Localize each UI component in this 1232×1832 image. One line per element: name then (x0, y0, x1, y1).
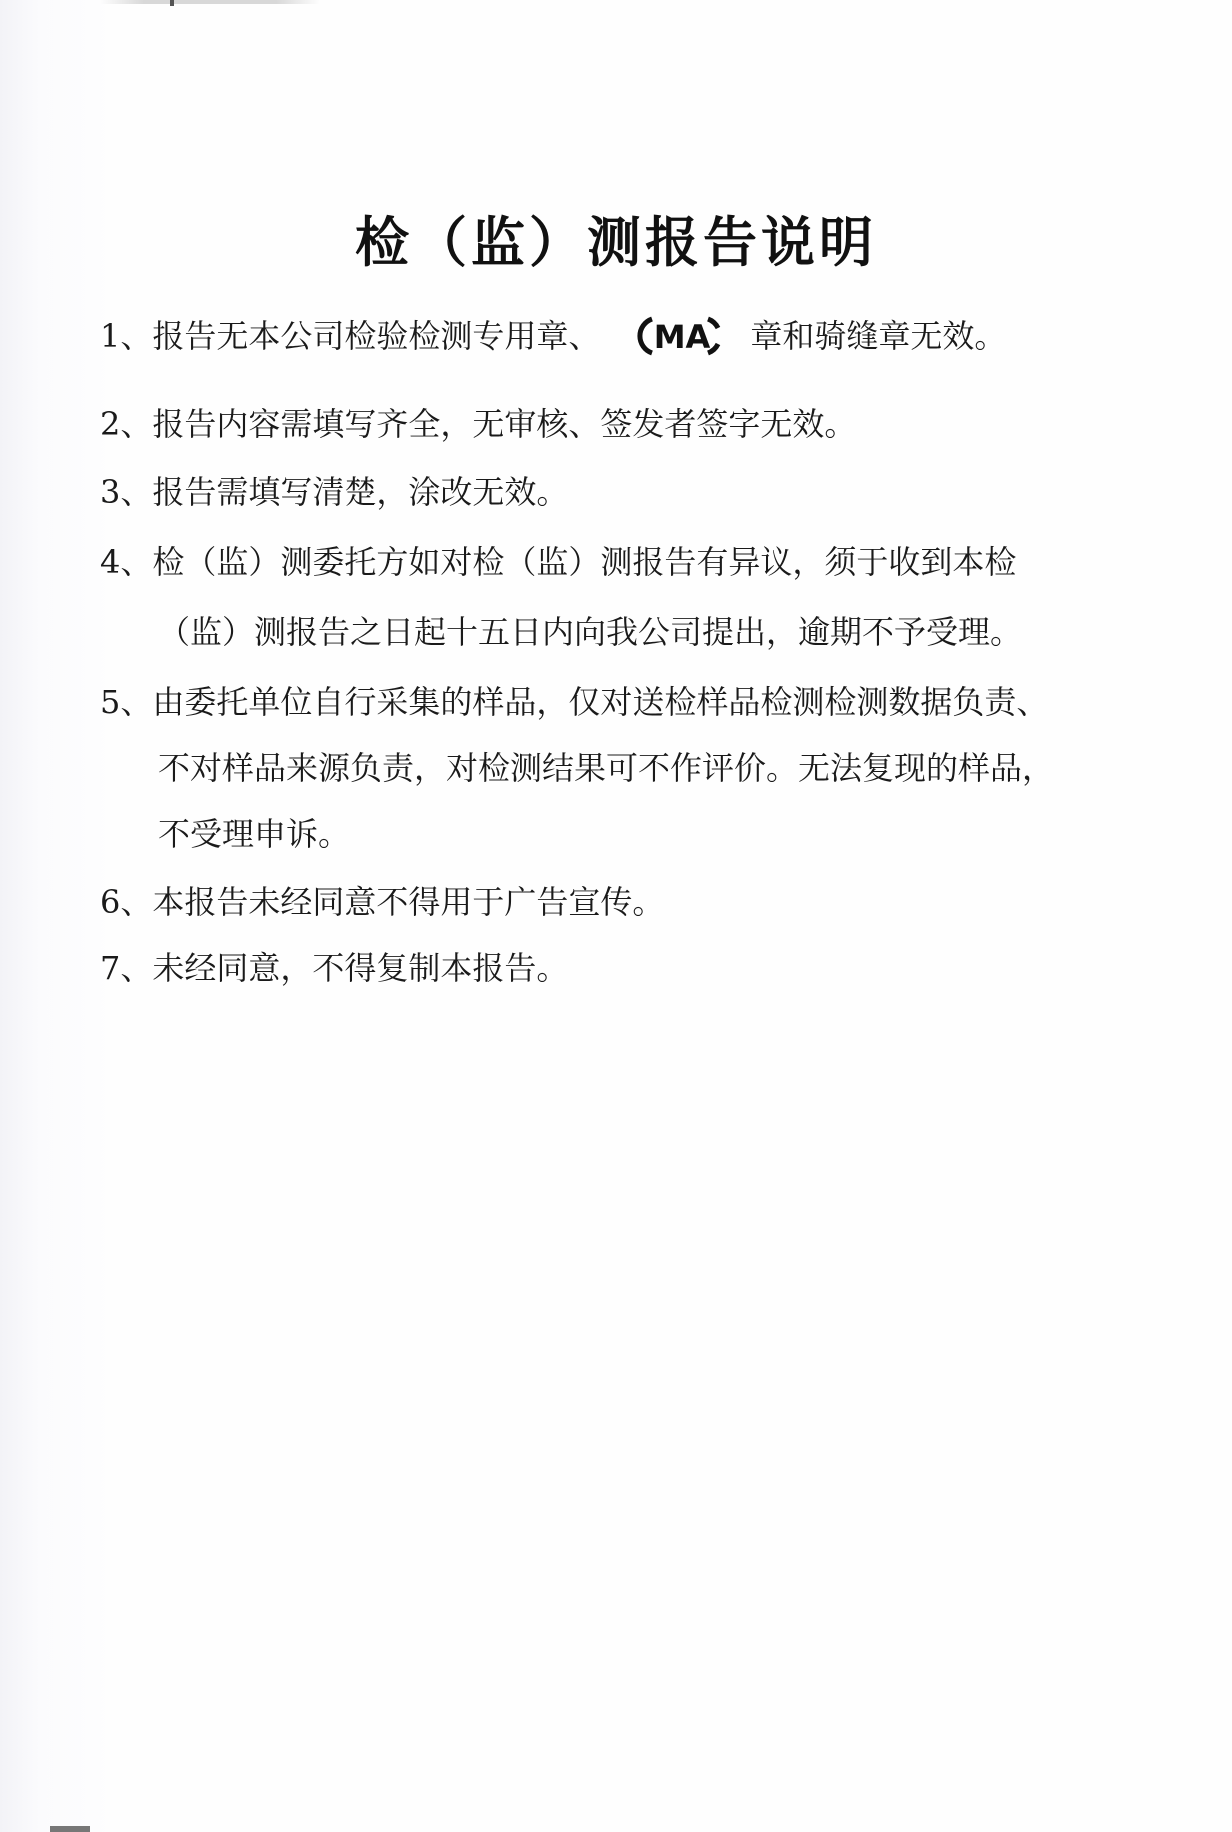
item-text-line-2: 不对样品来源负责，对检测结果可不作评价。无法复现的样品， (158, 749, 1055, 787)
item-number: 6、 (100, 883, 153, 921)
list-item-4-continuation (158, 612, 1022, 652)
page-title: 检（监）测报告说明 (355, 211, 877, 274)
scan-edge-mark-top (100, 0, 320, 4)
item-text-line-3: 不受理申诉。 (158, 815, 351, 853)
list-item-7 (100, 948, 568, 988)
list-item-5-continuation-2 (158, 814, 350, 854)
list-item-5 (100, 682, 1048, 722)
item-text-after-mark: 章和骑缝章无效。 (750, 317, 1007, 355)
item-number: 7、 (100, 949, 153, 987)
scan-edge-mark-bottom (50, 1826, 90, 1832)
item-number: 5、 (100, 683, 153, 721)
cma-certification-mark-icon (634, 314, 724, 358)
item-text-line-1: 检（监）测委托方如对检（监）测报告有异议，须于收到本检 (152, 543, 1017, 581)
list-item-5-continuation-1 (158, 748, 1054, 788)
item-text-line-1: 由委托单位自行采集的样品，仅对送检样品检测检测数据负责、 (152, 683, 1049, 721)
item-number: 1、 (100, 317, 153, 355)
list-item-3 (100, 472, 568, 512)
item-text: 报告内容需填写齐全，无审核、签发者签字无效。 (152, 405, 857, 443)
item-text: 本报告未经同意不得用于广告宣传。 (152, 883, 665, 921)
list-item-1 (100, 316, 1006, 361)
item-number: 3、 (100, 473, 153, 511)
list-item-4 (100, 542, 1016, 582)
item-number: 4、 (100, 543, 153, 581)
cma-mark-label: MA (654, 317, 711, 356)
item-text: 报告无本公司检验检测专用章、 (152, 317, 601, 355)
item-text: 未经同意，不得复制本报告。 (152, 949, 569, 987)
item-number: 2、 (100, 405, 153, 443)
list-item-2 (100, 404, 856, 444)
list-item-6 (100, 882, 664, 922)
item-text: 报告需填写清楚，涂改无效。 (152, 473, 569, 511)
item-text-line-2: （监）测报告之日起十五日内向我公司提出，逾期不予受理。 (158, 613, 1023, 651)
